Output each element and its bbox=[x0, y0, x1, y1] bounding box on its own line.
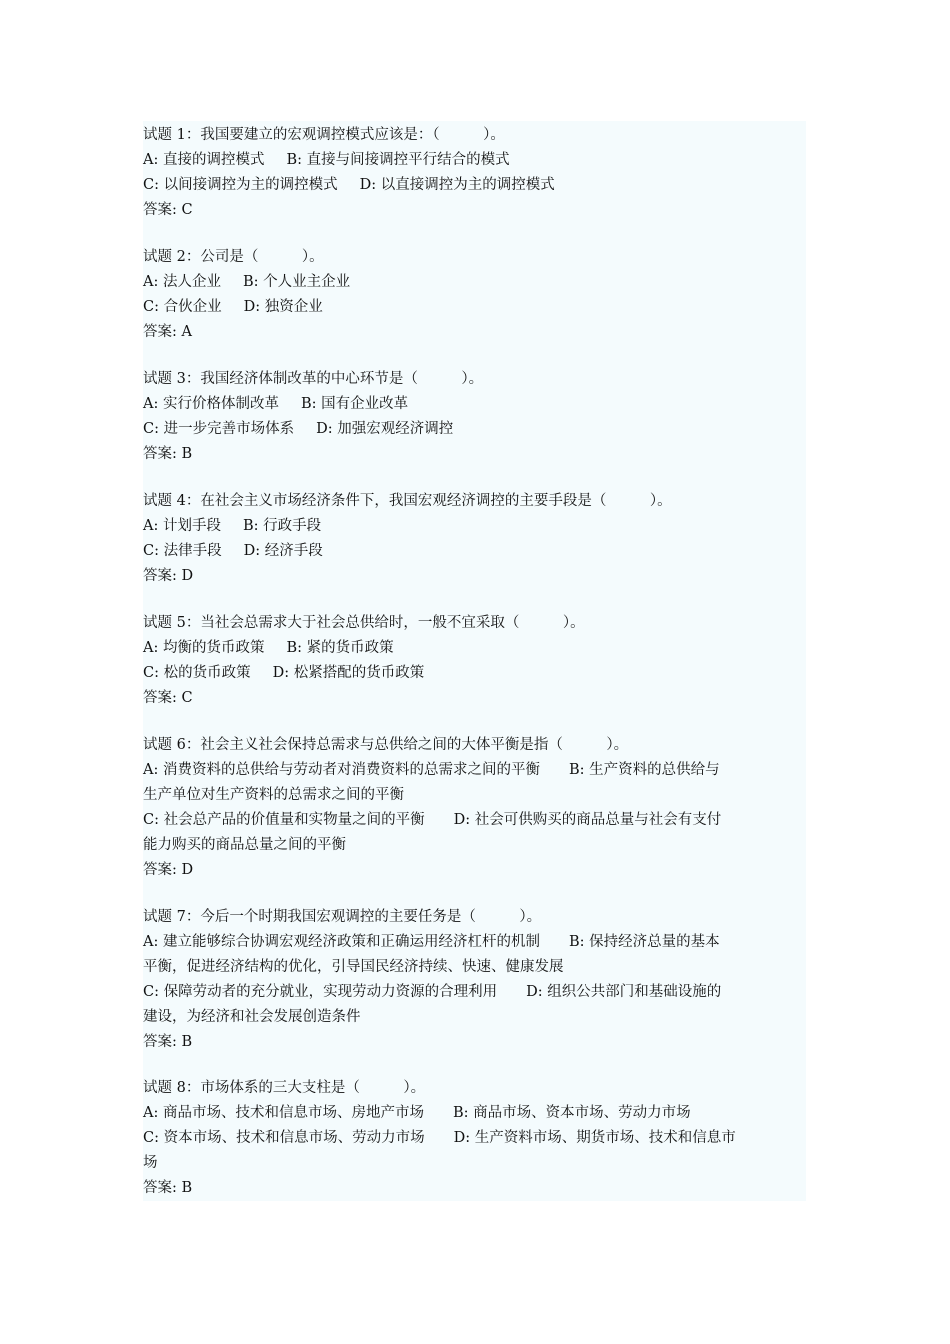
answer: 答案: C bbox=[143, 690, 193, 706]
option-c: C: 松的货币政策 bbox=[143, 665, 251, 681]
option-b: B: 行政手段 bbox=[242, 518, 322, 534]
option-b: B: 国有企业改革 bbox=[300, 396, 409, 412]
option-c: C: 进一步完善市场体系 bbox=[143, 421, 295, 437]
question-stem: 试题 3：我国经济体制改革的中心环节是（ ）。 bbox=[143, 371, 484, 387]
options-cd-line-2: 建设，为经济和社会发展创造条件 bbox=[143, 1009, 361, 1025]
option-a: A: 实行价格体制改革 bbox=[143, 396, 279, 412]
question-stem: 试题 5：当社会总需求大于社会总供给时，一般不宜采取（ ）。 bbox=[143, 615, 585, 631]
option-a: A: 法人企业 bbox=[143, 274, 221, 290]
answer: 答案: B bbox=[143, 1034, 193, 1050]
options-cd-line-2: 场 bbox=[143, 1155, 158, 1171]
option-a: A: 直接的调控模式 bbox=[143, 152, 265, 168]
options-cd-line-1: C: 保障劳动者的充分就业，实现劳动力资源的合理利用 D: 组织公共部门和基础设施的 bbox=[143, 984, 722, 1000]
question-3 bbox=[143, 367, 806, 467]
options-ab bbox=[143, 636, 806, 661]
options-ab bbox=[143, 392, 806, 417]
options-cd-line-1: C: 社会总产品的价值量和实物量之间的平衡 D: 社会可供购买的商品总量与社会有支付 bbox=[143, 812, 722, 828]
option-d: D: 以直接调控为主的调控模式 bbox=[359, 177, 555, 193]
options-ab-line-1: A: 消费资料的总供给与劳动者对消费资料的总需求之间的平衡 B: 生产资料的总供给与 bbox=[143, 762, 720, 778]
question-2 bbox=[143, 245, 806, 345]
options-ab-line-1: A: 建立能够综合协调宏观经济政策和正确运用经济杠杆的机制 B: 保持经济总量的基本 bbox=[143, 934, 720, 950]
options-cd-line-1: C: 资本市场、技术和信息市场、劳动力市场 D: 生产资料市场、期货市场、技术和信息市 bbox=[143, 1130, 736, 1146]
answer: 答案: C bbox=[143, 202, 193, 218]
options-ab bbox=[143, 514, 806, 539]
question-stem: 试题 7：今后一个时期我国宏观调控的主要任务是（ ）。 bbox=[143, 909, 542, 925]
question-1 bbox=[143, 123, 806, 223]
option-a: A: 计划手段 bbox=[143, 518, 221, 534]
answer: 答案: B bbox=[143, 1180, 193, 1196]
options-cd bbox=[143, 539, 806, 564]
option-b: B: 紧的货币政策 bbox=[286, 640, 394, 656]
question-7 bbox=[143, 905, 806, 1055]
options-ab-line-2: 平衡，促进经济结构的优化，引导国民经济持续、快速、健康发展 bbox=[143, 959, 564, 975]
answer: 答案: B bbox=[143, 446, 193, 462]
option-c: C: 以间接调控为主的调控模式 bbox=[143, 177, 338, 193]
options-cd bbox=[143, 661, 806, 686]
options-cd-line-2: 能力购买的商品总量之间的平衡 bbox=[143, 837, 346, 853]
question-6 bbox=[143, 733, 806, 883]
question-5 bbox=[143, 611, 806, 711]
options-cd bbox=[143, 173, 806, 198]
option-c: C: 法律手段 bbox=[143, 543, 222, 559]
options-ab-line-2: 生产单位对生产资料的总需求之间的平衡 bbox=[143, 787, 404, 803]
question-stem: 试题 6：社会主义社会保持总需求与总供给之间的大体平衡是指（ ）。 bbox=[143, 737, 629, 753]
option-d: D: 加强宏观经济调控 bbox=[316, 421, 454, 437]
question-8 bbox=[143, 1076, 806, 1201]
answer: 答案: D bbox=[143, 568, 194, 584]
option-b: B: 直接与间接调控平行结合的模式 bbox=[286, 152, 510, 168]
answer: 答案: A bbox=[143, 324, 192, 340]
option-c: C: 合伙企业 bbox=[143, 299, 222, 315]
option-b: B: 个人业主企业 bbox=[242, 274, 351, 290]
question-document bbox=[143, 121, 806, 1201]
question-4 bbox=[143, 489, 806, 589]
option-d: D: 松紧搭配的货币政策 bbox=[272, 665, 425, 681]
options-ab bbox=[143, 270, 806, 295]
options-cd bbox=[143, 417, 806, 442]
answer: 答案: D bbox=[143, 862, 194, 878]
options-ab bbox=[143, 148, 806, 173]
question-stem: 试题 8：市场体系的三大支柱是（ ）。 bbox=[143, 1080, 426, 1096]
question-stem: 试题 4：在社会主义市场经济条件下，我国宏观经济调控的主要手段是（ ）。 bbox=[143, 493, 672, 509]
options-cd bbox=[143, 295, 806, 320]
question-stem: 试题 2：公司是（ ）。 bbox=[143, 249, 324, 265]
option-d: D: 独资企业 bbox=[243, 299, 323, 315]
options-ab-line-1: A: 商品市场、技术和信息市场、房地产市场 B: 商品市场、资本市场、劳动力市场 bbox=[143, 1105, 691, 1121]
question-stem: 试题 1：我国要建立的宏观调控模式应该是：（ ）。 bbox=[143, 127, 505, 143]
option-a: A: 均衡的货币政策 bbox=[143, 640, 265, 656]
option-d: D: 经济手段 bbox=[243, 543, 323, 559]
